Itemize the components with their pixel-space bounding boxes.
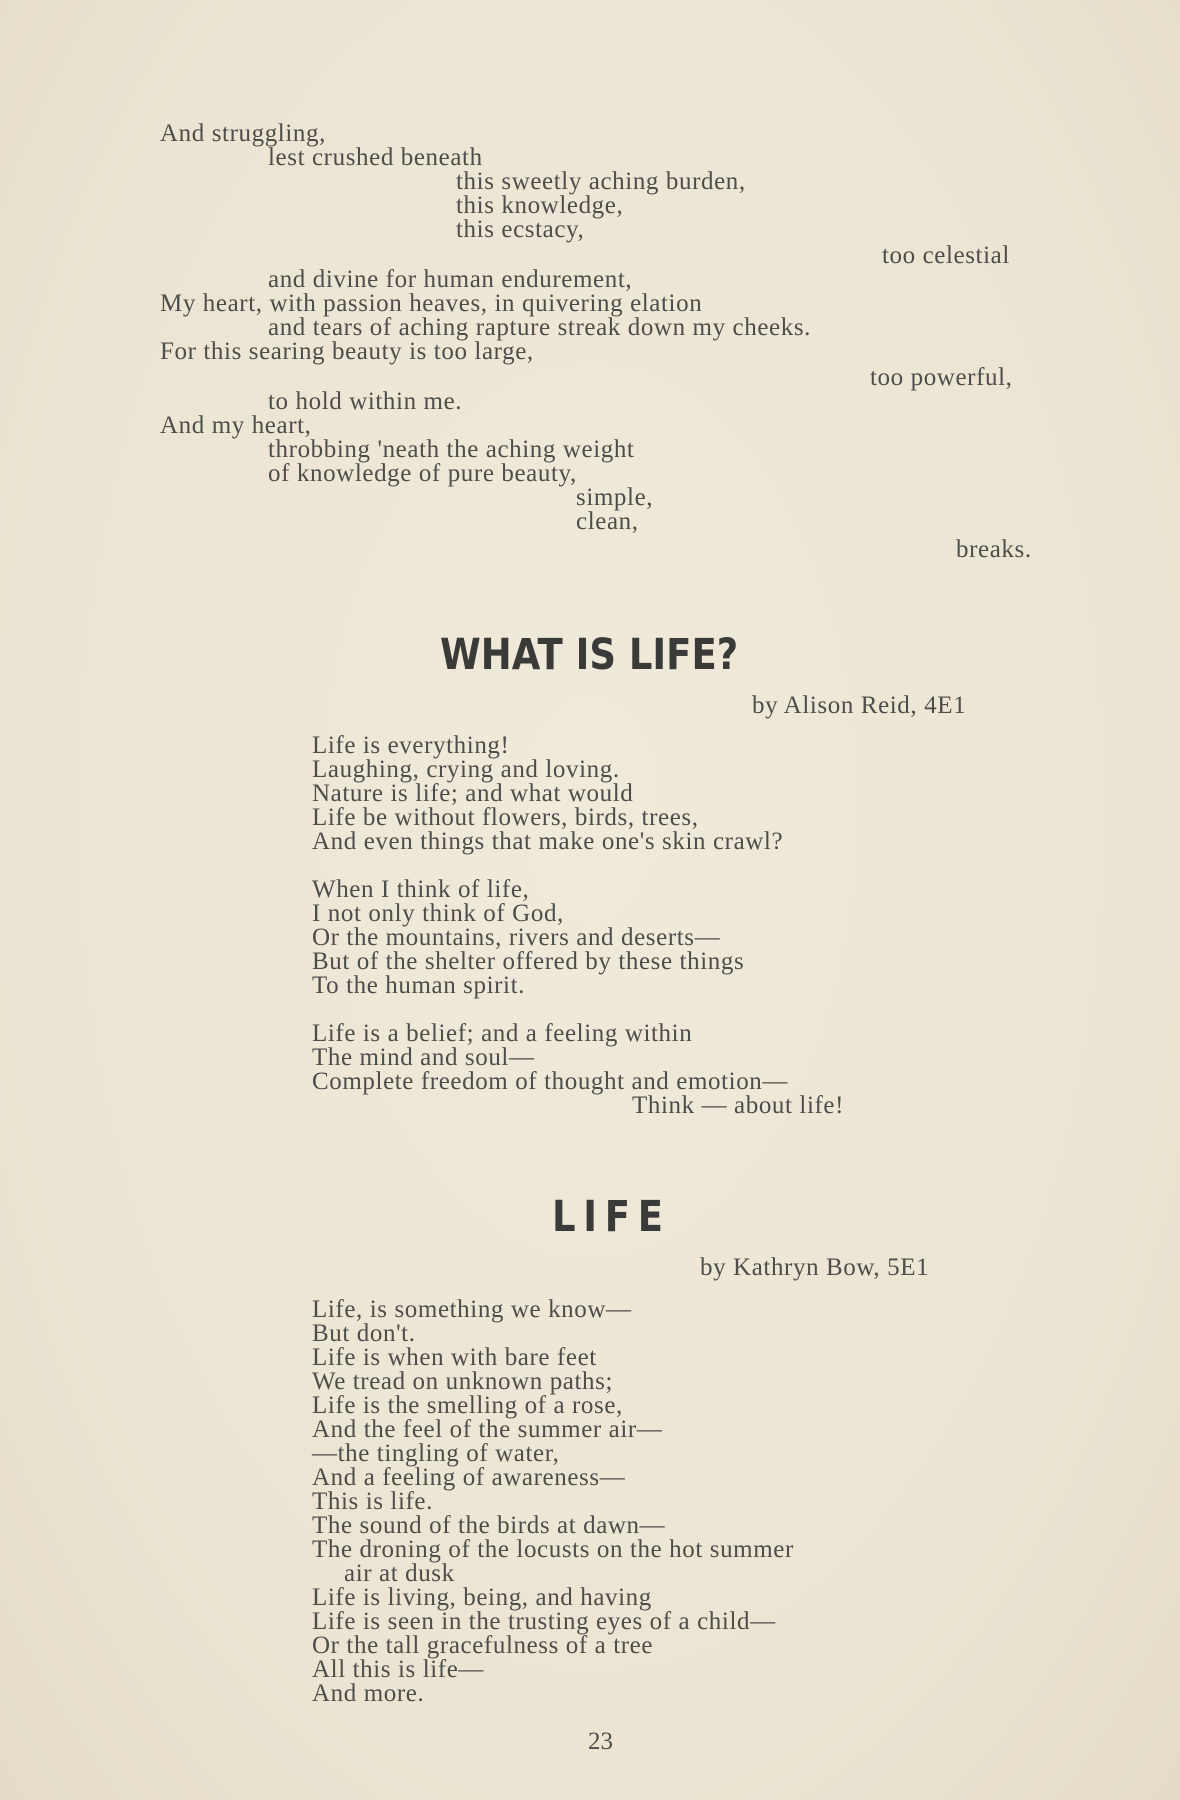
poem-line: simple, <box>576 484 654 511</box>
poem-line: Think — about life! <box>632 1092 845 1119</box>
poem-line: and tears of aching rapture streak down my cheeks. <box>268 314 811 341</box>
poem-line: —the tingling of water, <box>312 1440 560 1467</box>
poem-line: But don't. <box>312 1320 416 1347</box>
poem-byline: by Alison Reid, 4E1 <box>752 692 967 719</box>
poem-line: And more. <box>312 1680 425 1707</box>
poem-line: Life is when with bare feet <box>312 1344 597 1371</box>
poem-line: Life is the smelling of a rose, <box>312 1392 623 1419</box>
poem-line: clean, <box>576 508 639 535</box>
poem-line: Complete freedom of thought and emotion— <box>312 1068 788 1095</box>
poem-byline: by Kathryn Bow, 5E1 <box>700 1254 930 1281</box>
poem-line: The mind and soul— <box>312 1044 535 1071</box>
poem-line: The droning of the locusts on the hot summer <box>312 1536 794 1563</box>
poem-line: too celestial <box>882 242 1010 269</box>
poem-line: My heart, with passion heaves, in quivering elation <box>160 290 703 317</box>
poem-line: Life, is something we know— <box>312 1296 632 1323</box>
poem-line: Life is everything! <box>312 732 510 759</box>
poem-line: Life is seen in the trusting eyes of a child— <box>312 1608 776 1635</box>
poem-line: And a feeling of awareness— <box>312 1464 626 1491</box>
poem-title: WHAT IS LIFE? <box>440 630 739 680</box>
poem-line: And even things that make one's skin crawl? <box>312 828 784 855</box>
poem-line: This is life. <box>312 1488 433 1515</box>
poem-line: lest crushed beneath <box>268 144 483 171</box>
poem-line: this ecstacy, <box>456 216 585 243</box>
poem-line: For this searing beauty is too large, <box>160 338 534 365</box>
poem-line: breaks. <box>956 536 1032 563</box>
poem-line: throbbing 'neath the aching weight <box>268 436 635 463</box>
poem-line: air at dusk <box>344 1560 455 1587</box>
poem-line: Or the tall gracefulness of a tree <box>312 1632 654 1659</box>
poem-line: to hold within me. <box>268 388 463 415</box>
poem-line: We tread on unknown paths; <box>312 1368 614 1395</box>
poem-line: But of the shelter offered by these things <box>312 948 745 975</box>
poem-line: too powerful, <box>870 364 1013 391</box>
poem-line: Life be without flowers, birds, trees, <box>312 804 699 831</box>
poem-line: and divine for human endurement, <box>268 266 633 293</box>
page-number: 23 <box>588 1728 613 1755</box>
poem-line: When I think of life, <box>312 876 530 903</box>
poem-line: Nature is life; and what would <box>312 780 634 807</box>
poem-line: of knowledge of pure beauty, <box>268 460 577 487</box>
poem-line: Life is living, being, and having <box>312 1584 652 1611</box>
poem-line: And my heart, <box>160 412 312 439</box>
poem-line: Laughing, crying and loving. <box>312 756 620 783</box>
poem-line: All this is life— <box>312 1656 485 1683</box>
poem-line: Life is a belief; and a feeling within <box>312 1020 693 1047</box>
poem-line: this sweetly aching burden, <box>456 168 746 195</box>
poem-line: And struggling, <box>160 120 326 147</box>
poem-title: LIFE <box>552 1192 671 1242</box>
poem-line: I not only think of God, <box>312 900 564 927</box>
poem-line: And the feel of the summer air— <box>312 1416 663 1443</box>
poem-line: The sound of the birds at dawn— <box>312 1512 666 1539</box>
poem-line: Or the mountains, rivers and deserts— <box>312 924 721 951</box>
poem-line: To the human spirit. <box>312 972 526 999</box>
poem-line: this knowledge, <box>456 192 624 219</box>
